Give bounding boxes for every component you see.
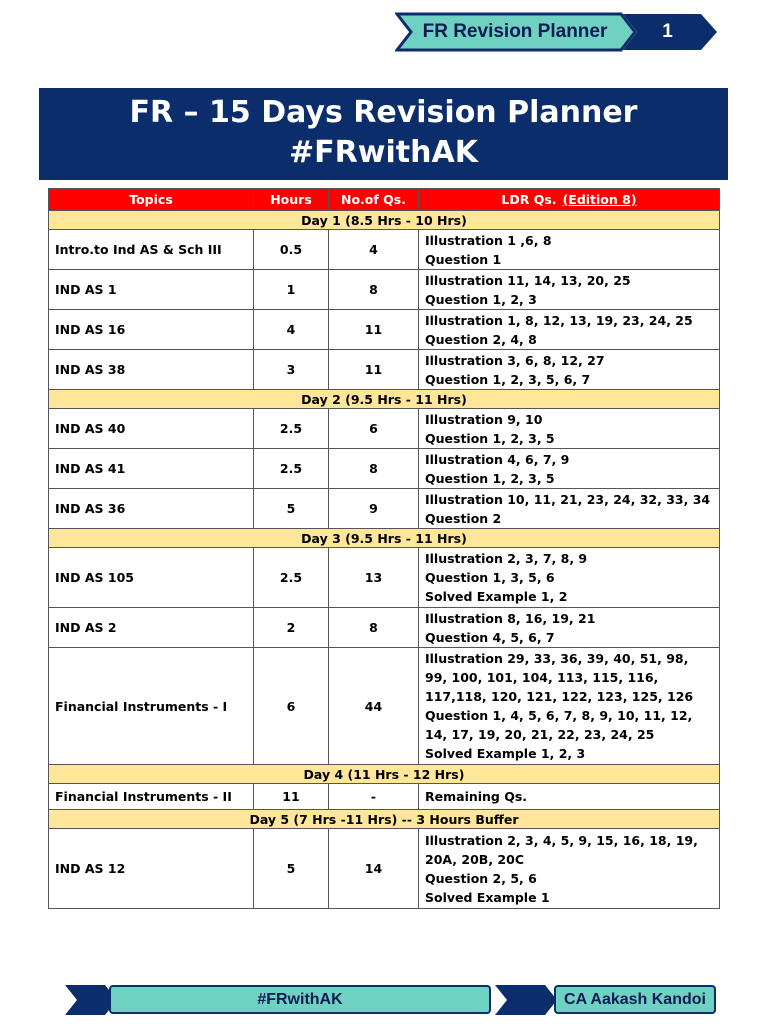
page-subtitle: #FRwithAK <box>289 135 478 170</box>
ldr-line: Remaining Qs. <box>425 789 528 804</box>
questions-count-cell: 6 <box>329 409 419 449</box>
day-label: Day 3 (9.5 Hrs - 11 Hrs) <box>49 529 720 548</box>
topic-cell: IND AS 38 <box>49 350 254 390</box>
table-row <box>49 409 720 449</box>
ldr-line: Question 1, 2, 3, 5, 6, 7 <box>425 371 591 387</box>
topic-cell: IND AS 36 <box>49 489 254 529</box>
questions-count-cell: 11 <box>329 350 419 390</box>
col-header-topics: Topics <box>49 189 254 211</box>
day-row <box>49 765 720 784</box>
day-row <box>49 529 720 548</box>
col-header-questions: No.of Qs. <box>329 189 419 211</box>
day-label: Day 4 (11 Hrs - 12 Hrs) <box>49 765 720 784</box>
ldr-line: Question 1 <box>425 251 502 267</box>
title-banner <box>39 88 728 180</box>
ldr-line: Illustration 1, 8, 12, 13, 19, 23, 24, 25 <box>425 312 693 328</box>
ldr-line: Question 1, 3, 5, 6 <box>425 570 555 585</box>
questions-count-cell: 44 <box>329 648 419 765</box>
day-row <box>49 390 720 409</box>
ldr-line: Solved Example 1, 2 <box>425 589 568 604</box>
hours-cell: 1 <box>254 270 329 310</box>
day-row <box>49 211 720 230</box>
col-header-hours: Hours <box>254 189 329 211</box>
footer-author: CA Aakash Kandoi <box>564 991 706 1008</box>
topic-cell: IND AS 16 <box>49 310 254 350</box>
topic-cell: IND AS 41 <box>49 449 254 489</box>
hours-cell: 2.5 <box>254 409 329 449</box>
ldr-line: Question 2, 5, 6 <box>425 870 537 886</box>
hours-cell: 5 <box>254 829 329 909</box>
table-body <box>49 211 720 909</box>
ldr-line: Question 1, 2, 3, 5 <box>425 470 555 486</box>
questions-count-cell: 8 <box>329 608 419 648</box>
hours-cell: 5 <box>254 489 329 529</box>
ldr-questions-cell <box>419 449 720 489</box>
ldr-questions-cell <box>419 489 720 529</box>
hours-cell: 2.5 <box>254 548 329 608</box>
table-row <box>49 784 720 810</box>
table-row <box>49 350 720 390</box>
ldr-line: Question 1, 2, 3, 5 <box>425 430 555 446</box>
questions-count-cell: 8 <box>329 449 419 489</box>
questions-count-cell: 8 <box>329 270 419 310</box>
topic-cell: Financial Instruments - II <box>49 784 254 810</box>
ldr-line: 99, 100, 101, 104, 113, 115, 116, <box>425 670 659 685</box>
day-label: Day 1 (8.5 Hrs - 10 Hrs) <box>49 211 720 230</box>
ldr-questions-cell <box>419 310 720 350</box>
questions-count-cell: 13 <box>329 548 419 608</box>
topic-cell: IND AS 1 <box>49 270 254 310</box>
hours-cell: 3 <box>254 350 329 390</box>
questions-count-cell: 14 <box>329 829 419 909</box>
ldr-questions-cell <box>419 829 720 909</box>
questions-count-cell: - <box>329 784 419 810</box>
ldr-line: Solved Example 1, 2, 3 <box>425 746 586 761</box>
topic-cell: Intro.to Ind AS & Sch III <box>49 230 254 270</box>
ldr-questions-cell <box>419 648 720 765</box>
ldr-line: Illustration 1 ,6, 8 <box>425 232 552 248</box>
questions-count-cell: 11 <box>329 310 419 350</box>
ldr-line: 14, 17, 19, 20, 21, 22, 23, 24, 25 <box>425 727 655 742</box>
topic-cell: IND AS 105 <box>49 548 254 608</box>
col-header-ldr <box>419 189 720 211</box>
table-row <box>49 230 720 270</box>
topic-cell: IND AS 40 <box>49 409 254 449</box>
ldr-line: Question 4, 5, 6, 7 <box>425 629 555 645</box>
ldr-line: Illustration 8, 16, 19, 21 <box>425 610 596 626</box>
day-label: Day 2 (9.5 Hrs - 11 Hrs) <box>49 390 720 409</box>
badge-title: FR Revision Planner <box>422 21 608 42</box>
day-row <box>49 810 720 829</box>
ldr-questions-cell <box>419 784 720 810</box>
hours-cell: 11 <box>254 784 329 810</box>
ldr-line: 117,118, 120, 121, 122, 123, 125, 126 <box>425 689 694 704</box>
ldr-line: Illustration 2, 3, 4, 5, 9, 15, 16, 18, 19, <box>425 832 698 848</box>
table-row <box>49 648 720 765</box>
ldr-questions-cell <box>419 230 720 270</box>
ldr-line: Question 1, 4, 5, 6, 7, 8, 9, 10, 11, 12, <box>425 708 693 723</box>
ldr-questions-cell <box>419 548 720 608</box>
page-header-badge <box>395 12 720 52</box>
ldr-line: Question 2 <box>425 510 502 526</box>
table-row <box>49 829 720 909</box>
hours-cell: 2.5 <box>254 449 329 489</box>
table-row <box>49 310 720 350</box>
page-title: FR – 15 Days Revision Planner <box>129 95 638 130</box>
table-row <box>49 548 720 608</box>
hours-cell: 4 <box>254 310 329 350</box>
ldr-line: Illustration 2, 3, 7, 8, 9 <box>425 551 588 566</box>
table-header-row <box>49 189 720 211</box>
ldr-questions-cell <box>419 608 720 648</box>
questions-count-cell: 4 <box>329 230 419 270</box>
col-header-ldr-label: LDR Qs. <box>501 192 557 207</box>
ldr-line: Illustration 3, 6, 8, 12, 27 <box>425 352 605 368</box>
page-number: 1 <box>662 21 673 42</box>
day-label: Day 5 (7 Hrs -11 Hrs) -- 3 Hours Buffer <box>49 810 720 829</box>
topic-cell: IND AS 12 <box>49 829 254 909</box>
ldr-line: Illustration 29, 33, 36, 39, 40, 51, 98, <box>425 651 689 666</box>
ldr-line: Question 2, 4, 8 <box>425 331 537 347</box>
table-row <box>49 449 720 489</box>
ldr-line: Question 1, 2, 3 <box>425 291 537 307</box>
ldr-line: 20A, 20B, 20C <box>425 851 524 867</box>
ldr-line: Illustration 4, 6, 7, 9 <box>425 451 570 467</box>
topic-cell: Financial Instruments - I <box>49 648 254 765</box>
ldr-line: Illustration 11, 14, 13, 20, 25 <box>425 272 631 288</box>
ldr-questions-cell <box>419 270 720 310</box>
table-row <box>49 270 720 310</box>
page-footer <box>65 983 721 1018</box>
topic-cell: IND AS 2 <box>49 608 254 648</box>
edition-label: (Edition 8) <box>562 192 637 207</box>
hours-cell: 6 <box>254 648 329 765</box>
ldr-line: Illustration 9, 10 <box>425 411 543 427</box>
questions-count-cell: 9 <box>329 489 419 529</box>
revision-planner-table <box>48 188 720 909</box>
table-row <box>49 608 720 648</box>
ldr-questions-cell <box>419 350 720 390</box>
hours-cell: 0.5 <box>254 230 329 270</box>
ldr-line: Illustration 10, 11, 21, 23, 24, 32, 33, 34 <box>425 491 711 507</box>
footer-hashtag: #FRwithAK <box>257 991 343 1008</box>
table-row <box>49 489 720 529</box>
hours-cell: 2 <box>254 608 329 648</box>
ldr-questions-cell <box>419 409 720 449</box>
ldr-line: Solved Example 1 <box>425 889 550 905</box>
